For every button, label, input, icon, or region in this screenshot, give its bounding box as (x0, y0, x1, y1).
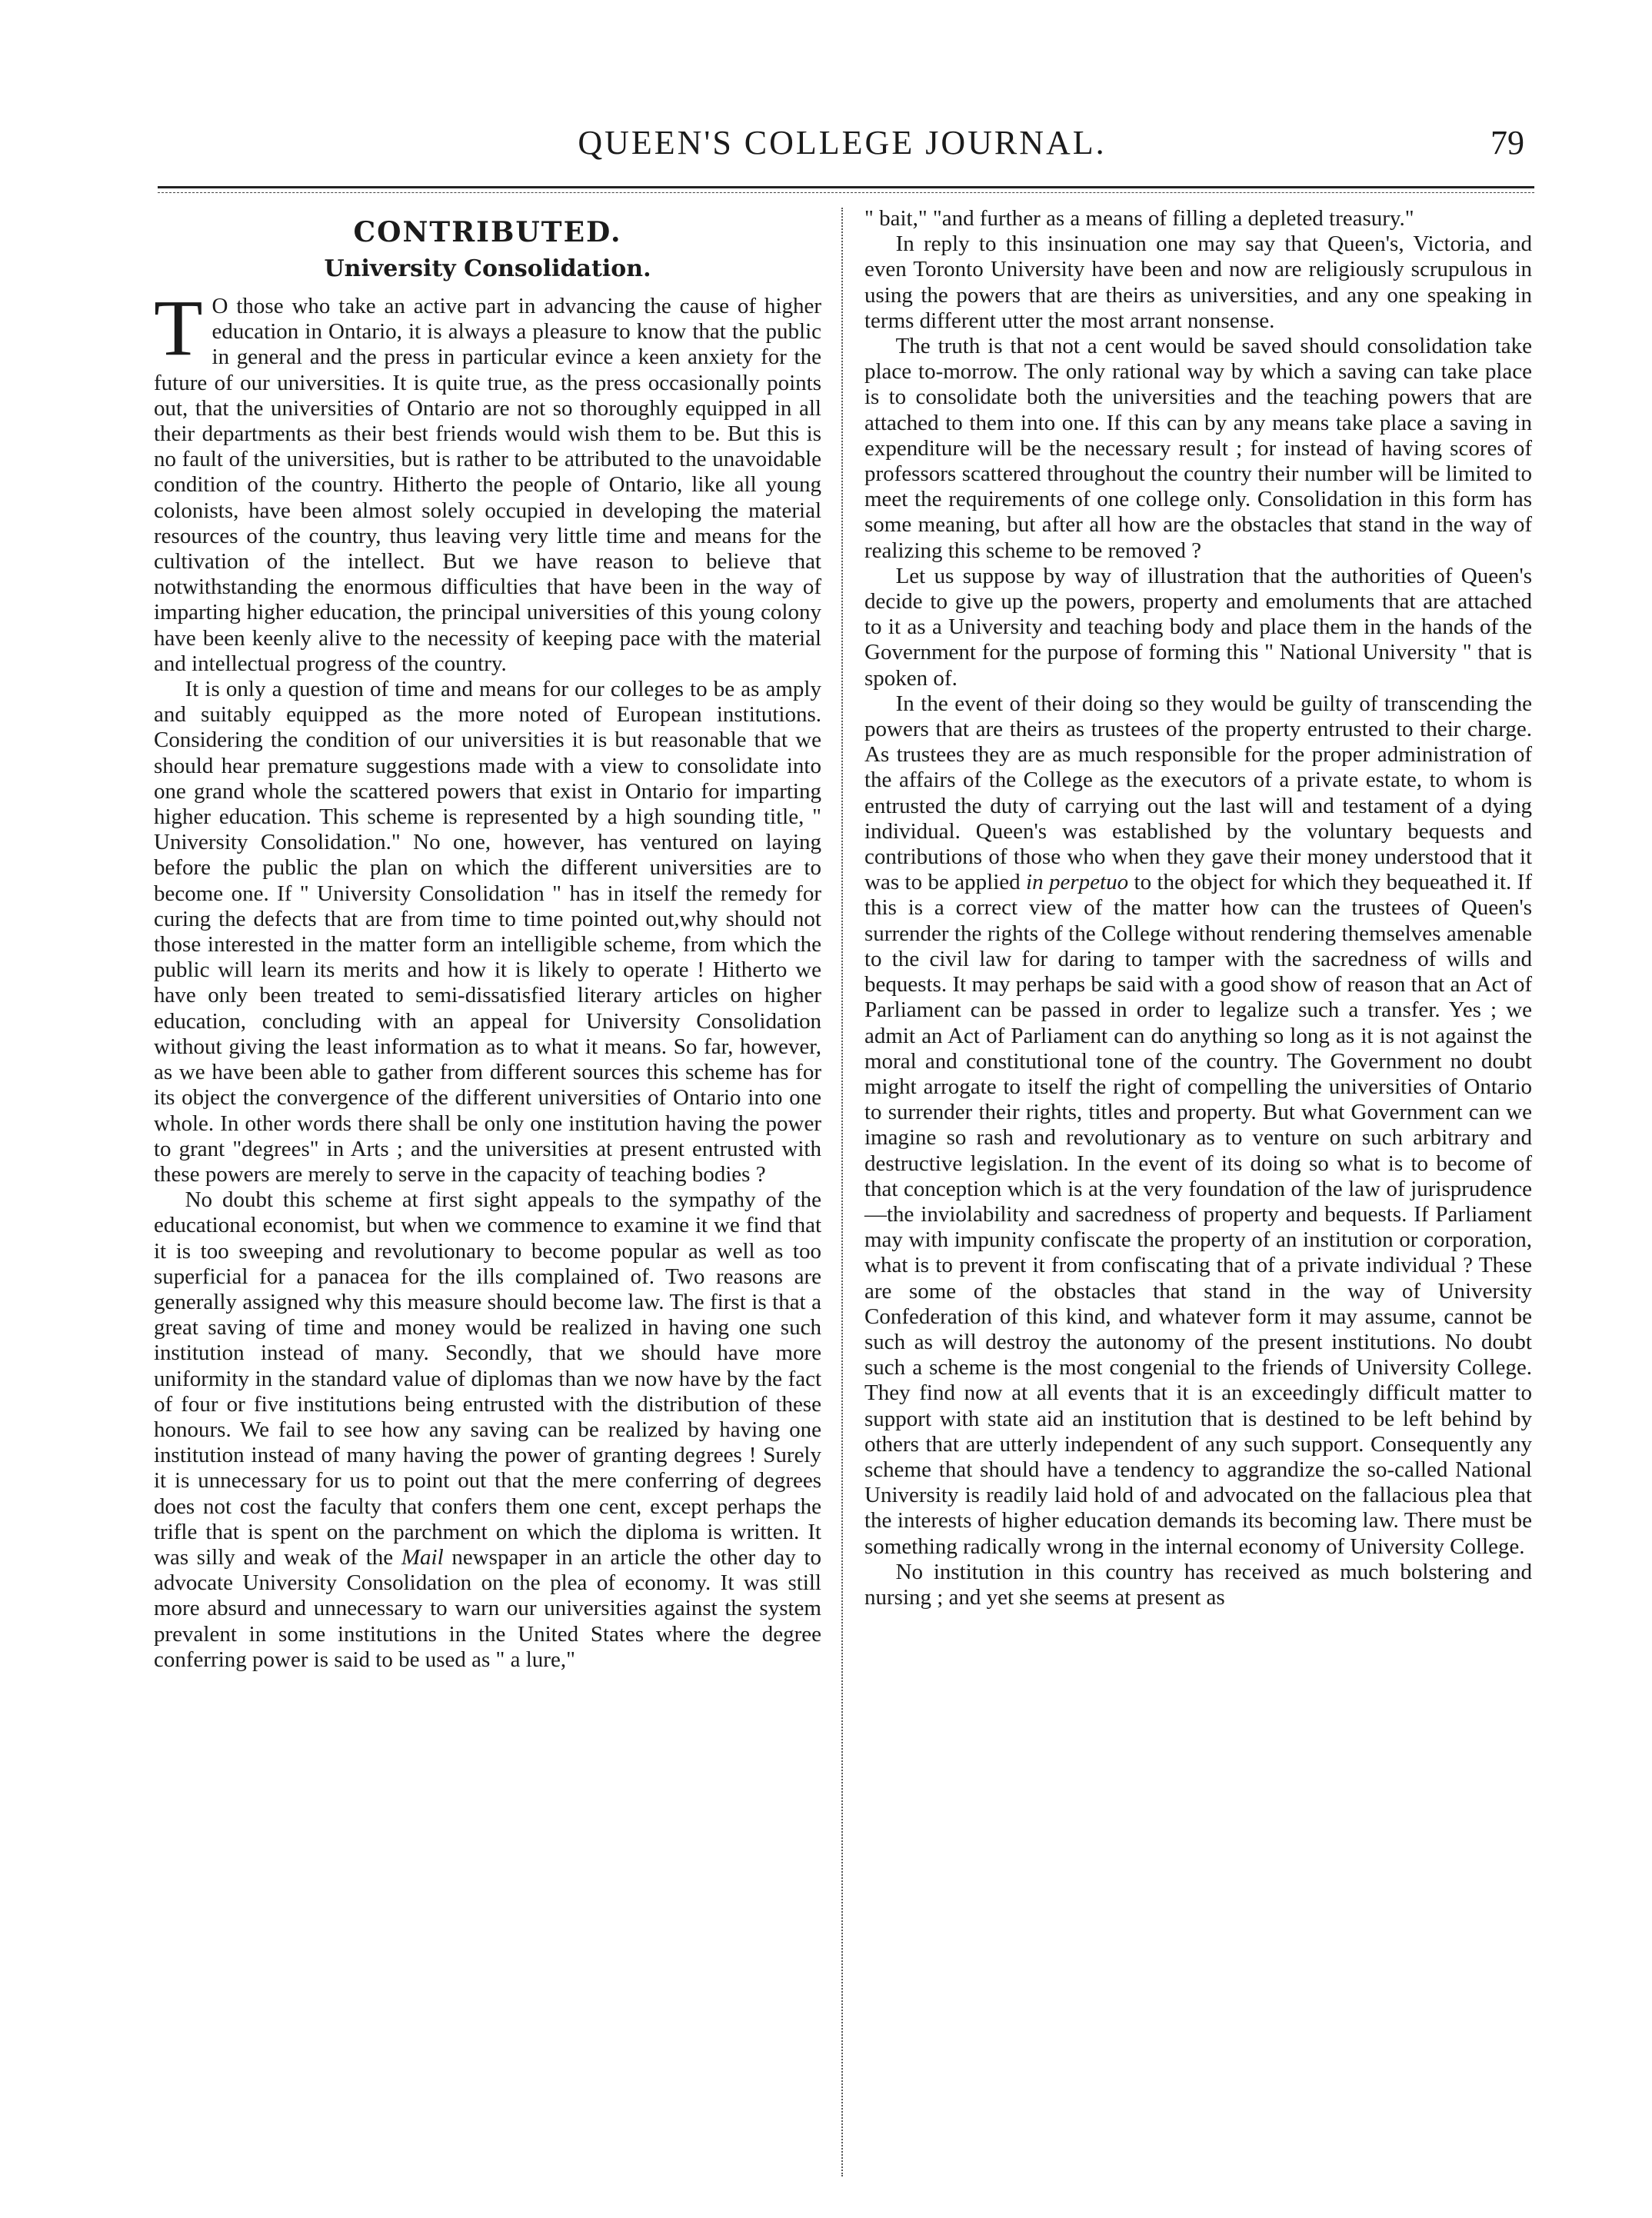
page-header (154, 115, 1530, 169)
article-subtitle: University Consolidation. (324, 255, 651, 282)
header-rule (158, 186, 1534, 188)
italic-term: in perpetuo (1026, 870, 1129, 895)
paragraph (864, 1560, 1532, 1610)
header-rule-dashed (158, 192, 1534, 193)
paragraph (864, 231, 1532, 334)
column-divider (841, 208, 843, 2176)
paragraph-text: to the object for which they bequeathed it. If this is a correct view of the matter how can the trustees of Queen's surrender the rights of the College without rendering themselves amenable to the civil law for daring to tamper with the sacredness of wills and bequests. It may perhaps be said with a good show of reason that an Act of Parliament can be passed in order to legalize such a transfer. Yes ; we admit an Act of Parliament can do anything so long as it is not against the moral and constitutional tone of the country. The Government no doubt might arrogate to itself the right of compelling the universities of Ontario to surrender their rights, titles and property. But what Government can we imagine so rash and revolutionary as to venture on such arbitrary and destructive legislation. In the event of its doing so what is to become of that conception which is at the very foundation of the law of jurisprudence—the inviolability and sacredness of property and bequests. If Parliament may with impunity confiscate the property of an institution or corporation, what is to prevent it from confiscating that of a private individual ? These are some of the obstacles that stand in the way of University Confederation of this kind, and whatever form it may assume, cannot be such as will destroy the autonomy of the present institutions. No doubt such a scheme is the most congenial to the friends of University College. They find now at all events that it is an exceedingly difficult matter to support with state aid an institution that is destined to be left behind by others that are utterly independent of any such support. Consequently any scheme that should have a tendency to aggrandize the so-called National University is readily laid hold of and advocated on the fallacious plea that the interests of higher education demands its becoming law. There must be something radically wrong in the internal economy of University College. (864, 870, 1532, 1559)
paragraph-text: No institution in this country has received as much bolstering and nursing ; and yet she seems at present as (864, 1559, 1532, 1610)
paragraph-text: The truth is that not a cent would be saved should consolidation take place to-morrow. The only rational way by which a saving can take place is to consolidate both the universities and the teaching powers that are attached to them into one. If this can by any means take place a saving in expenditure will be the necessary result ; for instead of having scores of professors scattered throughout the country their number will be limited to meet the requirements of one college only. Consolidation in this form has some meaning, but after all how are the obstacles that stand in the way of realizing this scheme to be removed ? (864, 334, 1532, 563)
paragraph-text: In reply to this insinuation one may say that Queen's, Victoria, and even Toronto University have been and now are religiously scrupulous in using the powers that are theirs as universities, and any one speaking in terms different utter the most arrant nonsense. (864, 231, 1532, 333)
paragraph (154, 284, 821, 677)
paragraph (864, 564, 1532, 691)
paragraph-text: It is only a question of time and means for our colleges to be as amply and suitably equipped as the more noted of European institutions. Considering the condition of our universities it is but reasonable that we should hear premature suggestions made with a view to consolidate into one grand whole the scattered powers that exist in Ontario for imparting higher education. This scheme is represented by a high sounding title, " University Consolidation." No one, however, has ventured on laying before the public the plan on which the different universities are to become one. If " University Consolidation " has in itself the remedy for curing the defects that are from time to time pointed out,why should not those interested in the matter form an intelligible scheme, from which the public will learn its merits and how it is likely to operate ! Hitherto we have only been treated to semi-dissatisfied literary articles on higher education, concluding with an appeal for University Consolidation without giving the least information as to what it means. So far, however, as we have been able to gather from different sources this scheme has for its object the convergence of the different universities of Ontario into one whole. In other words there shall be only one institution having the power to grant "degrees" in Arts ; and the universities at present entrusted with these powers are merely to serve in the capacity of teaching bodies ? (154, 677, 821, 1187)
left-column (154, 206, 821, 1673)
paragraph (154, 677, 821, 1187)
italic-term: Mail (401, 1544, 444, 1570)
paragraph-text: No doubt this scheme at first sight appeals to the sympathy of the educational economist, but when we commence to examine it we find that it is too sweeping and revolutionary to become popular as well as too superficial for a panacea for the ills complained of. Two reasons are generally assigned why this measure should become law. The first is that a great saving of time and money would be realized in having one such institution instead of many. Secondly, that we should have more uniformity in the standard value of diplomas than we now have by the fact of four or five institutions being entrusted with the distribution of these honours. We fail to see how any saving can be realized by having one institution instead of many having the power of granting degrees ! Surely it is unnecessary for us to point out that the mere conferring of degrees does not cost the faculty that confers them one cent, except perhaps the trifle that is spent on the parchment on which the diploma is written. It was silly and weak of the (154, 1187, 821, 1570)
paragraph (864, 691, 1532, 1560)
journal-title: QUEEN'S COLLEGE JOURNAL. (578, 124, 1107, 162)
paragraph-text: In the event of their doing so they would be guilty of transcending the powers that are theirs as trustees of the property entrusted to their charge. As trustees they are as much responsible for the proper administration of the affairs of the College as the executors of a private estate, to whom is entrusted the duty of carrying out the last will and testament of a dying individual. Queen's was established by the voluntary bequests and contributions of those who when they gave their money understood that it was to be applied (864, 691, 1532, 895)
left-column-body (154, 284, 822, 1673)
paragraph (154, 1187, 821, 1673)
paragraph (864, 334, 1532, 564)
paragraph-text: " bait," "and further as a means of filling a depleted treasury." (864, 206, 1414, 231)
section-title: CONTRIBUTED. (353, 216, 622, 248)
paragraph (864, 206, 1532, 231)
paragraph-text: newspaper in an article the other day to advocate University Consolidation on the plea of economy. It was still more absurd and unnecessary to warn our universities against the system prevalent in some institutions in the United States where the degree conferring power is said to be used as " a lure," (154, 1544, 822, 1672)
right-column (864, 206, 1532, 1610)
right-column-body (864, 206, 1532, 1610)
drop-cap: T (154, 284, 203, 372)
paragraph-text: O those who take an active part in advancing the cause of higher education in Ontario, it is always a pleasure to know that the public in general and the press in particular evince a keen anxiety for the future of our universities. It is quite true, as the press occasionally points out, that the universities of Ontario are not so thoroughly equipped in all their departments as their best friends would wish them to be. But this is no fault of the universities, but is rather to be attributed to the unavoidable condition of the country. Hitherto the people of Ontario, like all young colonists, have been almost solely occupied in developing the material resources of the country, thus leaving very little time and means for the cultivation of the intellect. But we have reason to believe that notwithstanding the enormous difficulties that have been in the way of imparting higher education, the principal universities of this young colony have been keenly alive to the necessity of keeping pace with the material and intellectual progress of the country. (154, 294, 821, 676)
paragraph-text: Let us suppose by way of illustration that the authorities of Queen's decide to give up the powers, property and emoluments that are attached to it as a University and teaching body and place them in the hands of the Government for the purpose of forming this " National University " that is spoken of. (864, 563, 1532, 691)
page-number: 79 (1490, 124, 1524, 162)
